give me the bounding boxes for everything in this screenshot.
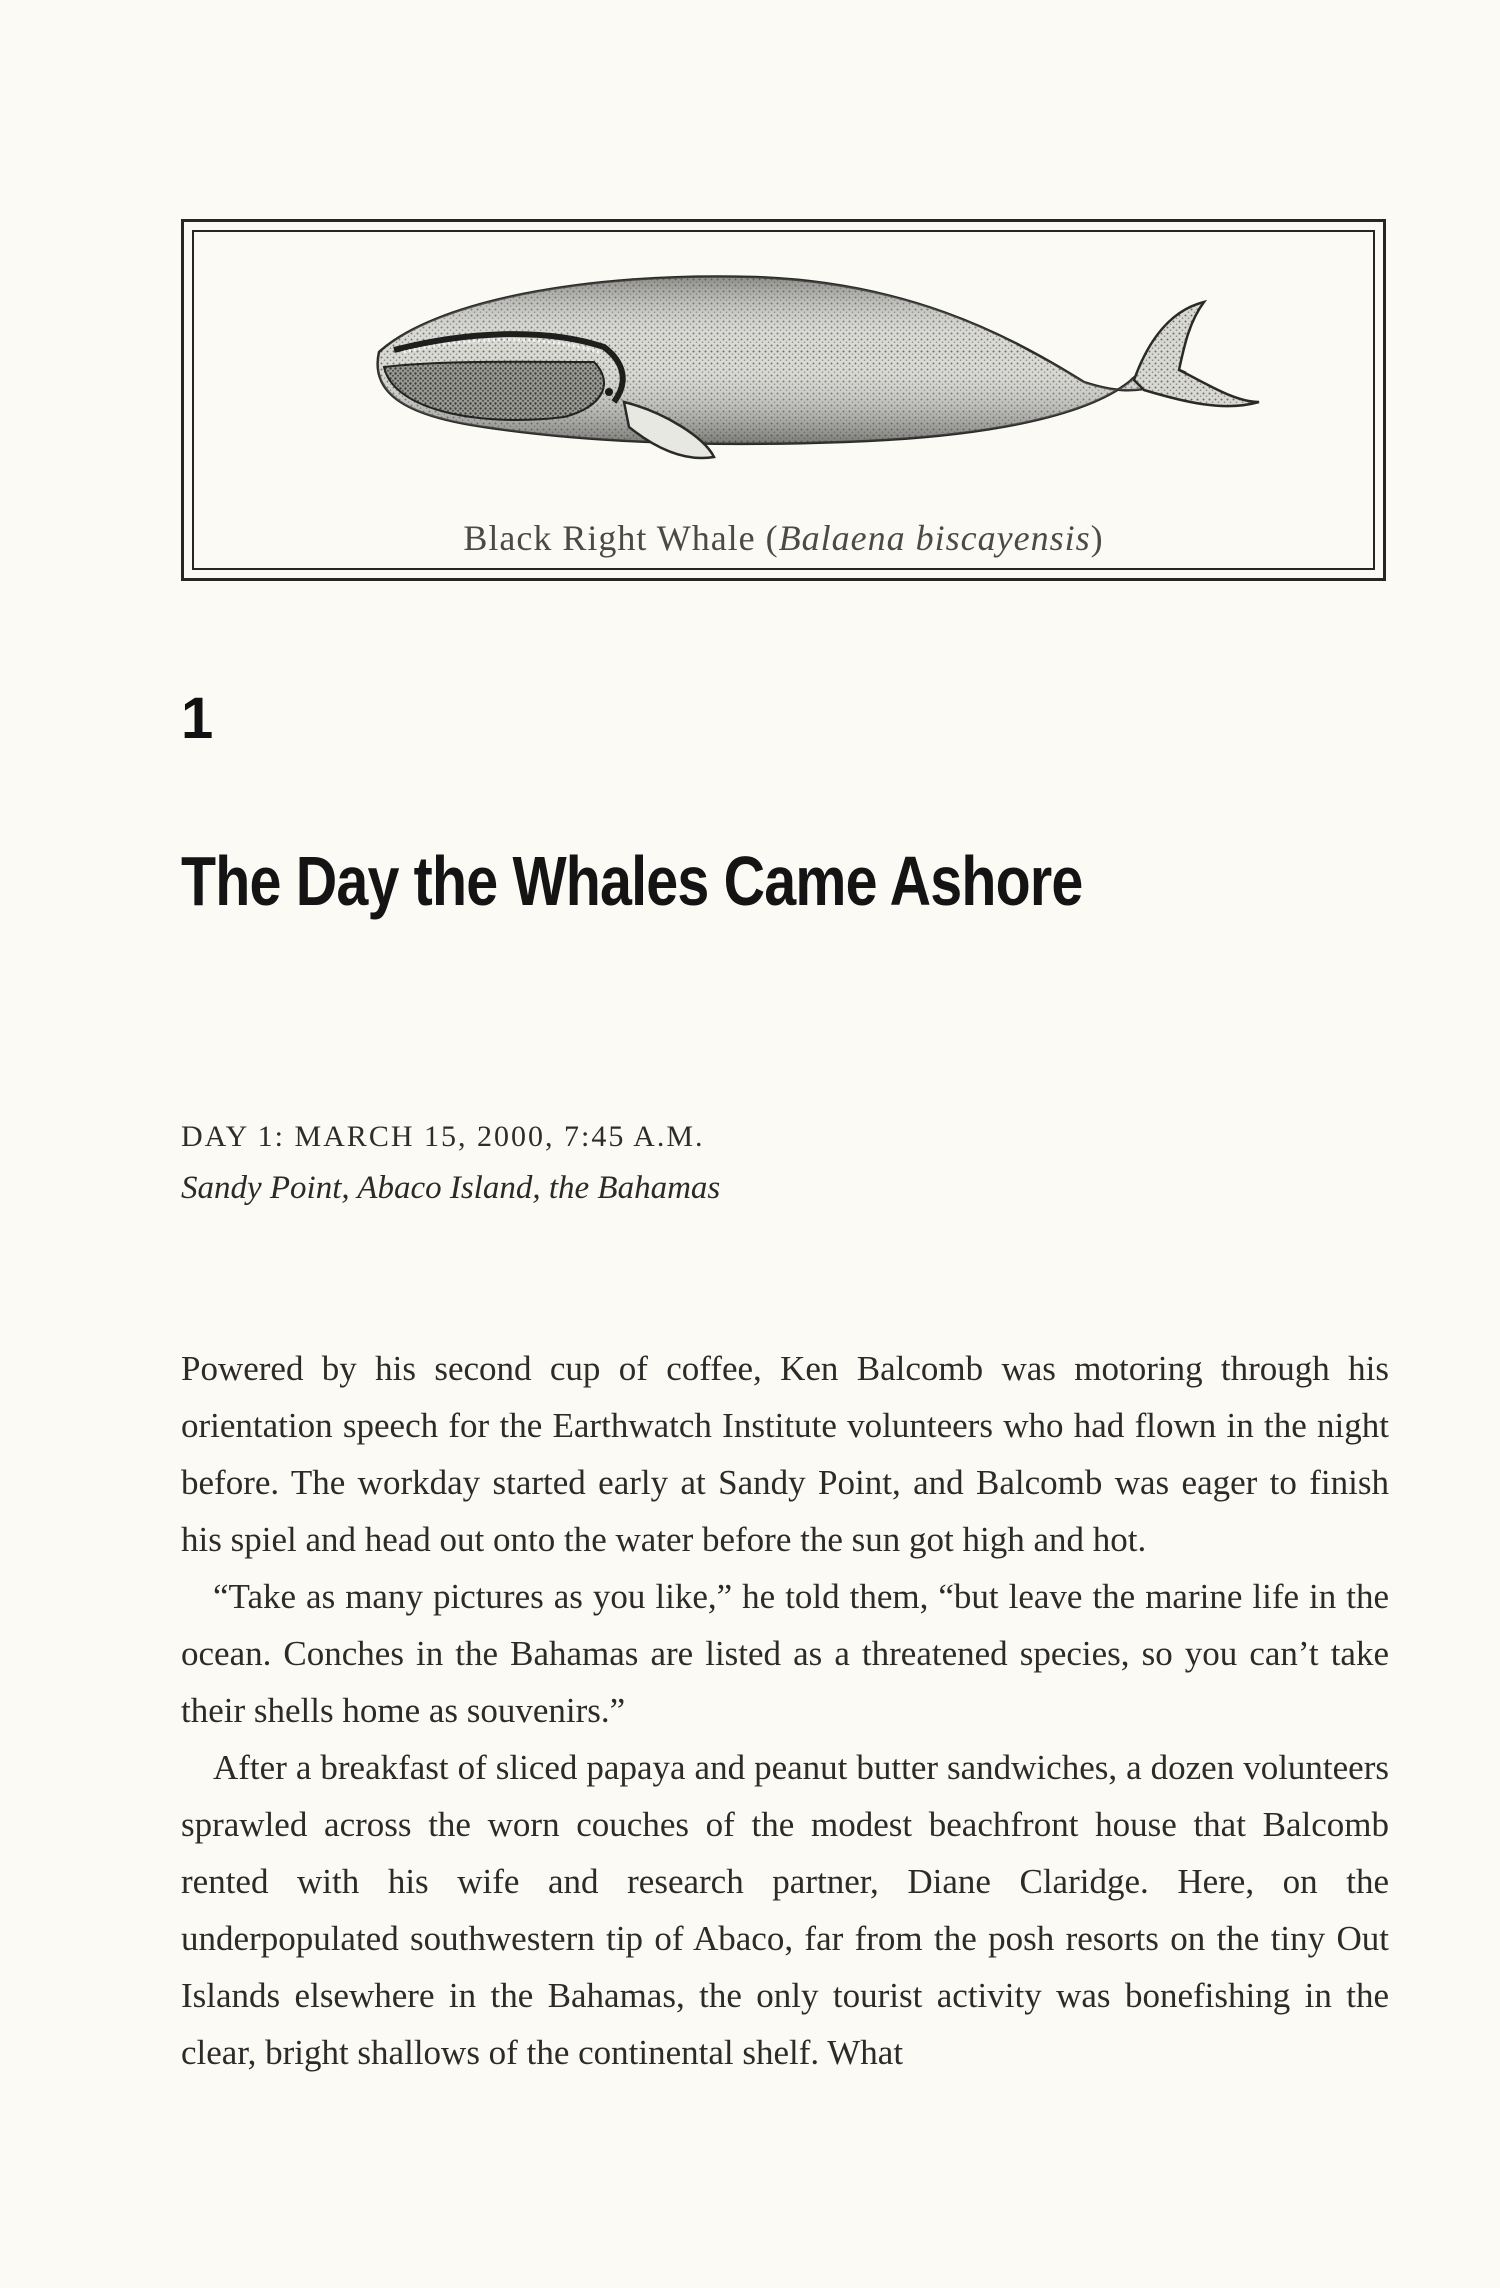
illustration-frame xyxy=(181,219,1386,581)
paragraph: Powered by his second cup of coffee, Ken Balcomb was motoring through his orientation speech for the Earthwatch Institute volunteers who had flown in the night before. The workday started early at Sandy Point, and Balcomb was eager to finish his spiel and head out onto the water before the sun got high and hot. xyxy=(181,1349,1389,1559)
caption-common-name: Black Right Whale xyxy=(463,518,756,558)
illustration-caption: Black Right Whale (Balaena biscayensis) xyxy=(463,518,1104,558)
dateline: DAY 1: MARCH 15, 2000, 7:45 A.M. xyxy=(181,1120,705,1153)
location-subheading: Sandy Point, Abaco Island, the Bahamas xyxy=(181,1170,721,1206)
body-text xyxy=(181,1340,1389,2081)
chapter-number: 1 xyxy=(181,686,214,751)
paragraph: After a breakfast of sliced papaya and peanut butter sandwiches, a dozen volunteers sprawled across the worn couches of the modest beachfront house that Balcomb rented with his wife and research partner, Diane Claridge. Here, on the underpopulated southwestern tip of Abaco, far from the posh resorts on the tiny Out Islands elsewhere in the Bahamas, the only tourist activity was bonefishing in the clear, bright shallows of the continental shelf. What xyxy=(181,1748,1389,2072)
caption-scientific-name: Balaena biscayensis xyxy=(778,518,1091,558)
paragraph: “Take as many pictures as you like,” he told them, “but leave the marine life in the ocean. Conches in the Bahamas are listed as a threatened species, so you can’t take their shells home as souvenirs.” xyxy=(181,1577,1389,1730)
chapter-title: The Day the Whales Came Ashore xyxy=(181,842,1083,920)
whale-illustration xyxy=(284,242,1284,472)
